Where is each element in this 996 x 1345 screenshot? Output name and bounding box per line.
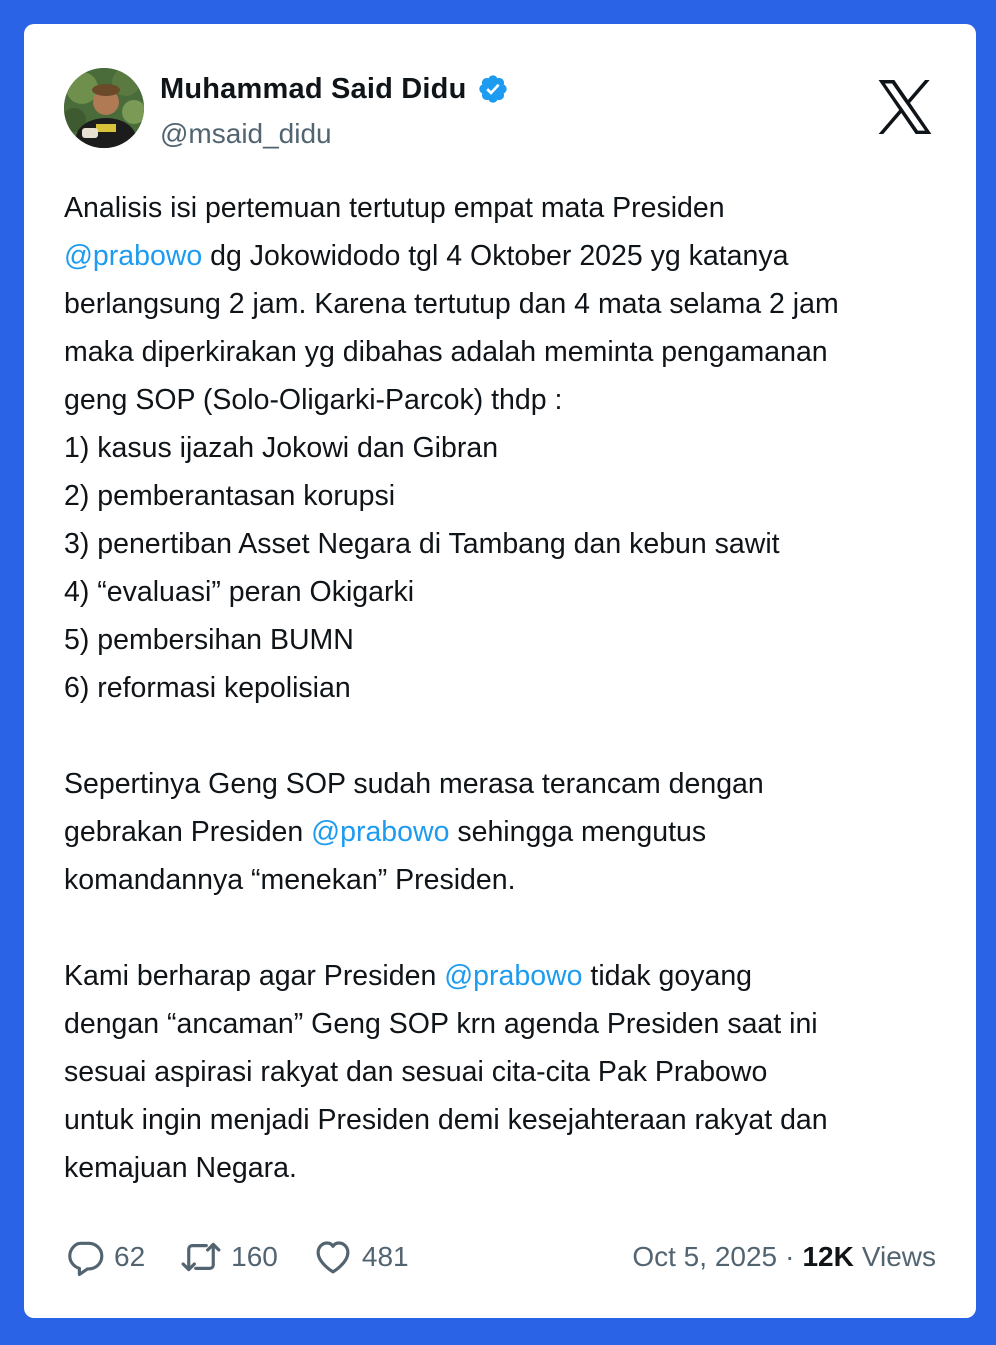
reply-count: 62 — [114, 1241, 146, 1272]
tweet-line — [64, 1000, 944, 1048]
tweet-line — [64, 328, 944, 376]
like-button[interactable] — [312, 1236, 409, 1278]
reply-icon — [64, 1236, 106, 1278]
reply-button[interactable] — [64, 1236, 145, 1278]
meta-separator: · — [785, 1241, 795, 1272]
tweet-line — [64, 568, 944, 616]
views-count: 12K — [802, 1241, 854, 1272]
tweet-blank-line — [64, 712, 944, 760]
tweet-text-segment: untuk ingin menjadi Presiden demi kesejahteraan rakyat dan — [64, 1104, 828, 1136]
tweet-line — [64, 616, 944, 664]
tweet-text-segment: 6) reformasi kepolisian — [64, 672, 351, 704]
heart-icon — [312, 1236, 354, 1278]
tweet-line — [64, 520, 944, 568]
tweet-meta — [632, 1241, 936, 1273]
tweet-line — [64, 808, 944, 856]
like-count: 481 — [361, 1241, 409, 1272]
mention-link[interactable]: @prabowo — [64, 240, 203, 272]
tweet-text-segment: kemajuan Negara. — [64, 1152, 297, 1184]
tweet-line — [64, 424, 944, 472]
profile-photo-icon — [64, 68, 144, 148]
tweet-text-segment: 4) “evaluasi” peran Okigarki — [64, 576, 415, 608]
tweet-blank-line — [64, 904, 944, 952]
tweet-line — [64, 1144, 944, 1192]
tweet-line — [64, 472, 944, 520]
tweet-line — [64, 184, 944, 232]
tweet-text-segment: 2) pemberantasan korupsi — [64, 480, 396, 512]
tweet-text-segment: 5) pembersihan BUMN — [64, 624, 354, 656]
tweet-text-segment: Analisis isi pertemuan tertutup empat mata Presiden — [64, 192, 725, 224]
tweet-line — [64, 376, 944, 424]
tweet-text — [64, 184, 944, 1192]
tweet-line — [64, 1096, 944, 1144]
tweet-text-segment: berlangsung 2 jam. Karena tertutup dan 4 mata selama 2 jam — [64, 288, 839, 320]
tweet-line — [64, 952, 944, 1000]
mention-link[interactable]: @prabowo — [444, 960, 583, 992]
tweet-text-segment: komandannya “menekan” Presiden. — [64, 864, 516, 896]
verified-badge-icon — [477, 73, 509, 105]
repost-icon — [179, 1236, 223, 1278]
tweet-line — [64, 760, 944, 808]
repost-count: 160 — [231, 1241, 278, 1272]
tweet-text-segment: Kami berharap agar Presiden — [64, 960, 445, 992]
tweet-text-segment: geng SOP (Solo-Oligarki-Parcok) thdp : — [64, 384, 563, 416]
tweet-line — [64, 1048, 944, 1096]
tweet-text-segment: tidak goyang — [582, 960, 753, 992]
tweet-text-segment: 1) kasus ijazah Jokowi dan Gibran — [64, 432, 499, 464]
tweet-text-segment: gebrakan Presiden — [64, 816, 312, 848]
tweet-line — [64, 280, 944, 328]
avatar[interactable] — [64, 68, 144, 148]
repost-button[interactable] — [179, 1236, 278, 1278]
author-name-row — [160, 70, 509, 108]
tweet-card — [24, 24, 976, 1318]
tweet-line — [64, 664, 944, 712]
tweet-line — [64, 856, 944, 904]
views-label: Views — [861, 1241, 936, 1272]
tweet-text-segment: sesuai aspirasi rakyat dan sesuai cita-cita Pak Prabowo — [64, 1056, 768, 1088]
tweet-text-segment: Sepertinya Geng SOP sudah merasa terancam dengan — [64, 768, 764, 800]
tweet-text-segment: dengan “ancaman” Geng SOP krn agenda Presiden saat ini — [64, 1008, 818, 1040]
tweet-text-segment: maka diperkirakan yg dibahas adalah meminta pengamanan — [64, 336, 828, 368]
tweet-footer — [64, 1234, 936, 1280]
tweet-text-segment: dg Jokowidodo tgl 4 Oktober 2025 yg katanya — [202, 240, 789, 272]
tweet-text-segment: sehingga mengutus — [449, 816, 707, 848]
tweet-date[interactable]: Oct 5, 2025 — [632, 1241, 778, 1272]
author-display-name[interactable]: Muhammad Said Didu — [160, 72, 467, 105]
author-handle[interactable]: @msaid_didu — [160, 118, 332, 149]
mention-link[interactable]: @prabowo — [311, 816, 450, 848]
x-logo-icon[interactable] — [876, 80, 934, 134]
tweet-text-segment: 3) penertiban Asset Negara di Tambang dan kebun sawit — [64, 528, 780, 560]
tweet-line — [64, 232, 944, 280]
